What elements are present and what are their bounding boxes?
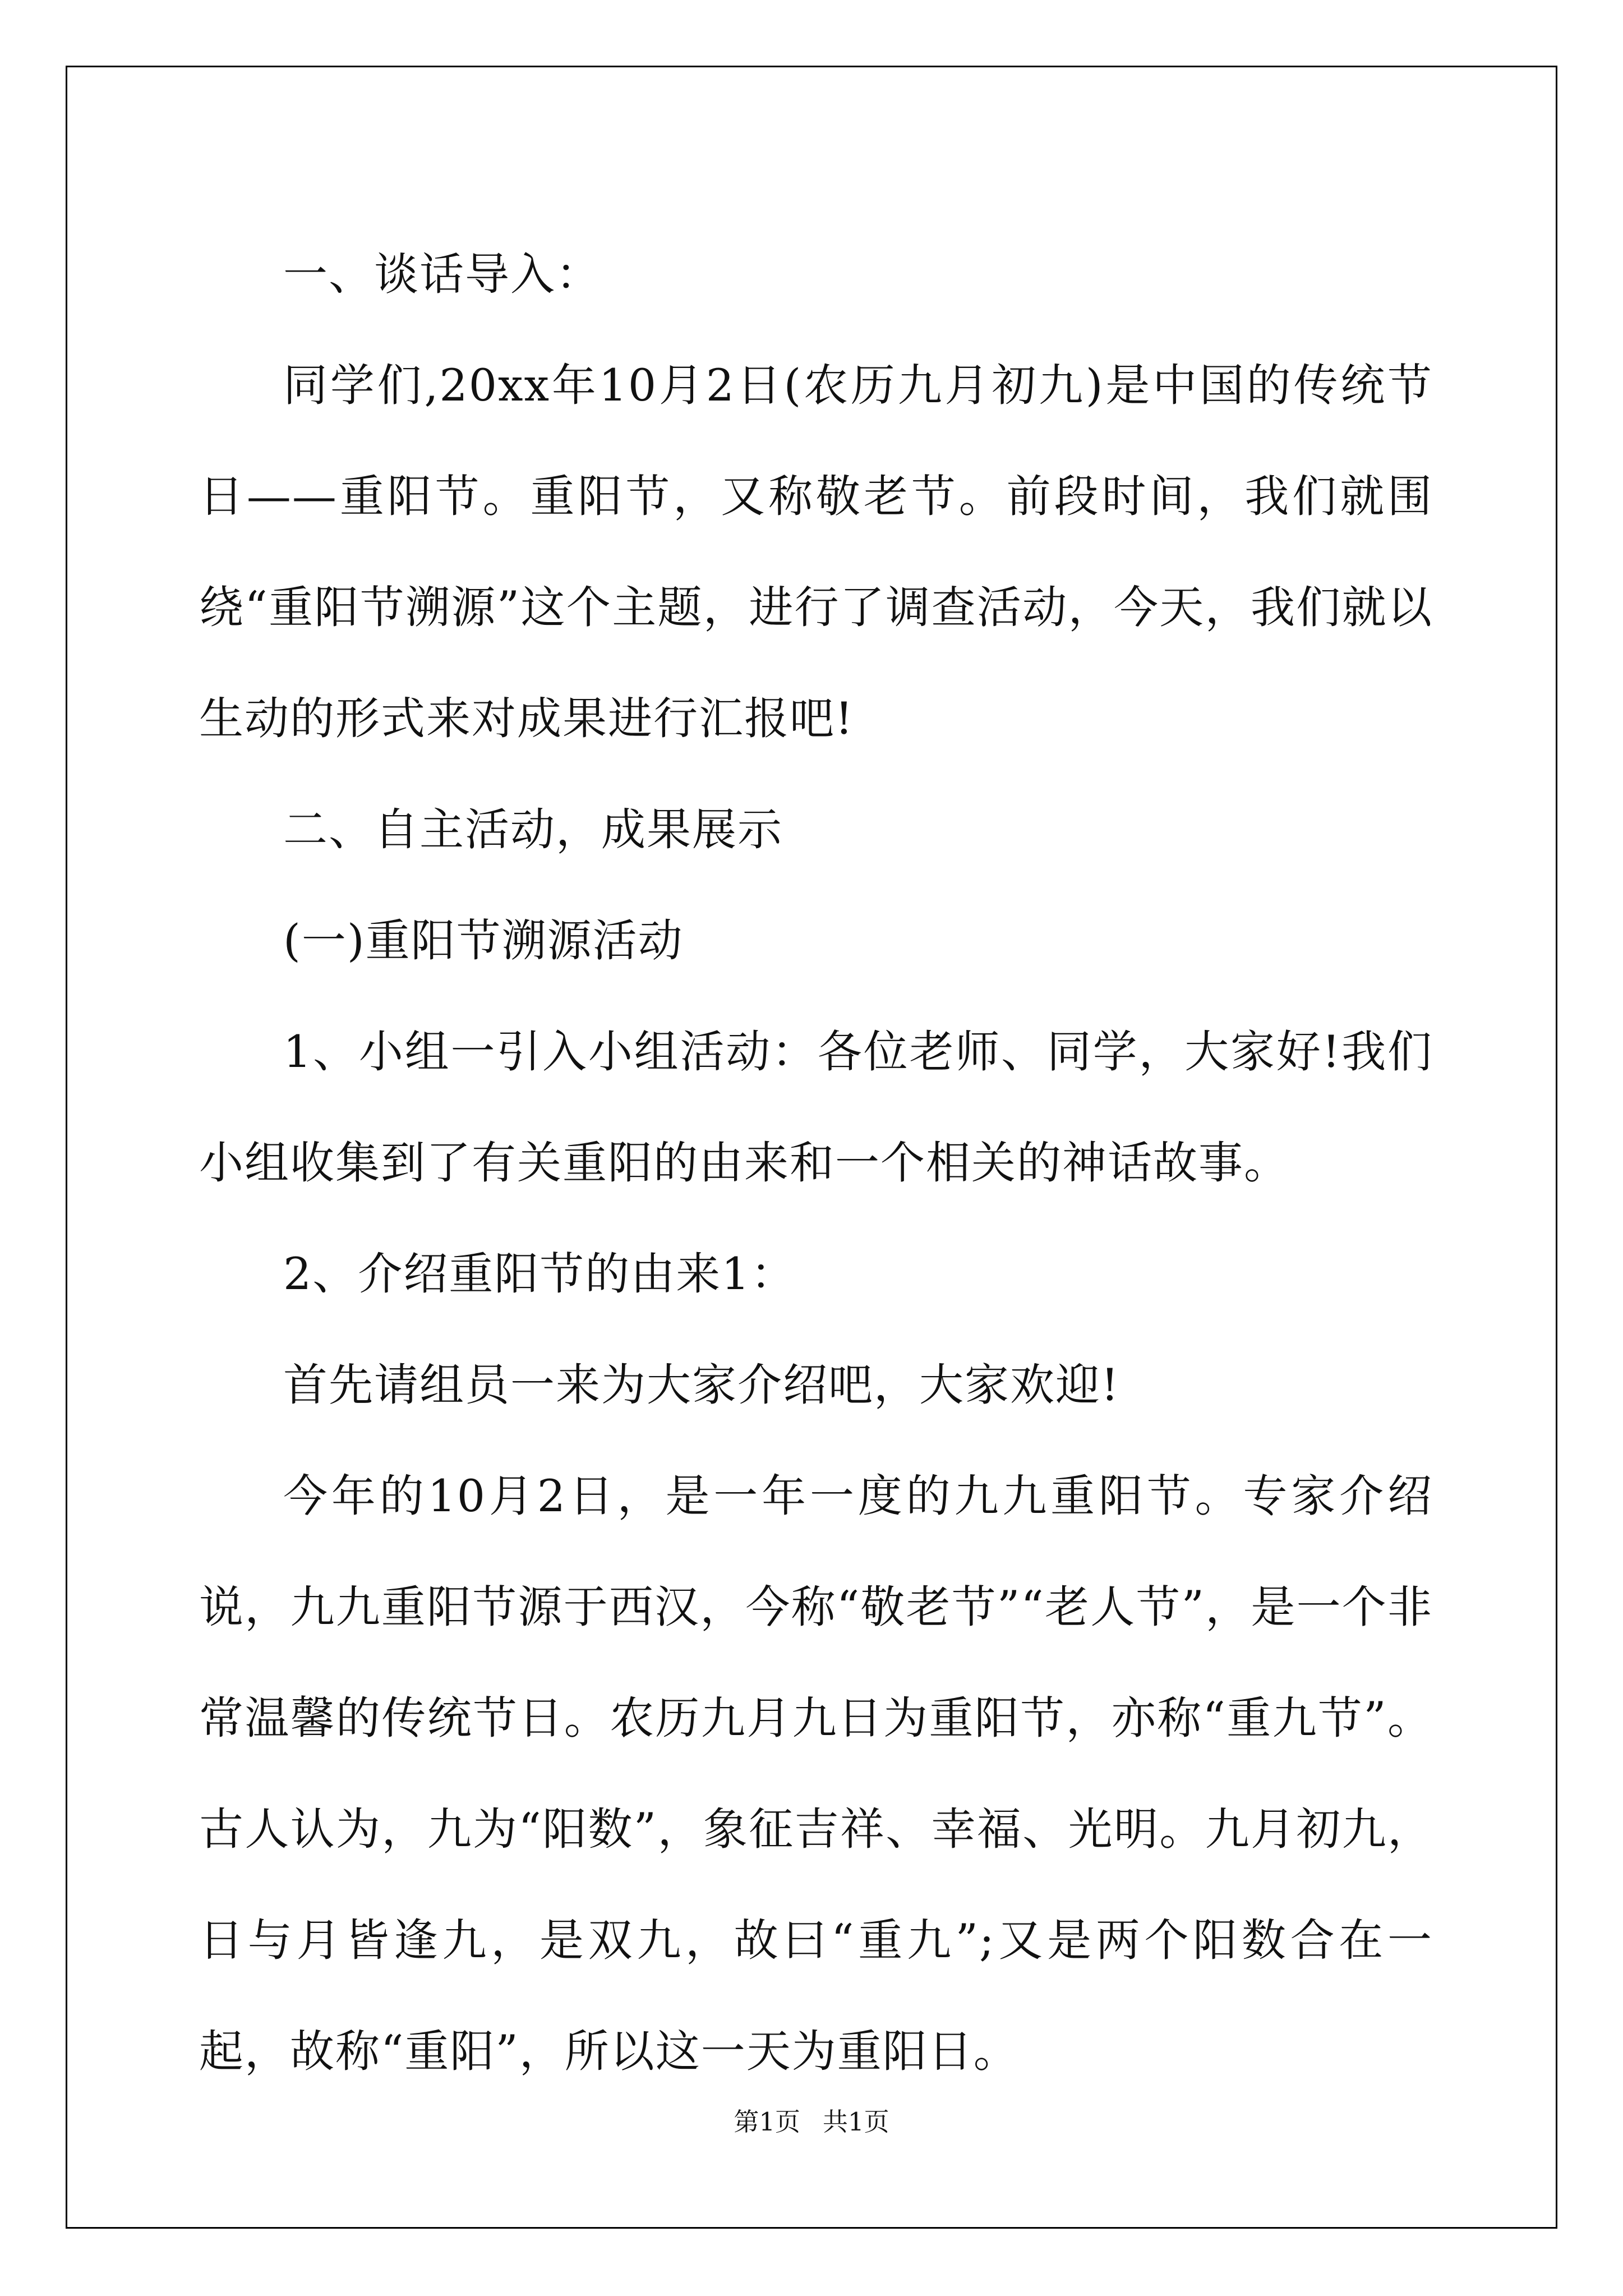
paragraph-origin-text: 今年的10月2日，是一年一度的九九重阳节。专家介绍说，九九重阳节源于西汉，今称“敬老节”“老人节”，是一个非常温馨的传统节日。农历九月九日为重阳节，亦称“重九节”。古人认为，九为“阳数”，象征吉祥、幸福、光明。九月初九，日与月皆逢九，是双九，故曰“重九”;又是两个阳数合在一起，故称“重阳”，所以这一天为重阳日。 (199, 1470, 1433, 2077)
page-number-total: 共1页 (823, 2107, 889, 2137)
paragraph-intro-heading: 一、谈话导入： (283, 249, 601, 300)
paragraph-section-two-heading: 二、自主活动，成果展示 (283, 804, 783, 855)
page-number-current: 第1页 (734, 2107, 800, 2137)
paragraph-intro-text: 同学们,20xx年10月2日(农历九月初九)是中国的传统节日——重阳节。重阳节，又称敬老节。前段时间，我们就围绕“重阳节溯源”这个主题，进行了调查活动，今天，我们就以生动的形式来对成果进行汇报吧! (199, 360, 1433, 744)
paragraph-origin-heading: 2、介绍重阳节的由来1： (283, 1248, 796, 1300)
paragraph-group-intro: 1、小组一引入小组活动：各位老师、同学，大家好!我们小组收集到了有关重阳的由来和一个相关的神话故事。 (199, 1026, 1433, 1189)
paragraph-welcome: 首先请组员一来为大家介绍吧，大家欢迎! (283, 1359, 1120, 1411)
paragraph-subsection-heading: (一)重阳节溯源活动 (283, 915, 684, 967)
document-body (199, 219, 1433, 2107)
page-footer (0, 2101, 1623, 2138)
